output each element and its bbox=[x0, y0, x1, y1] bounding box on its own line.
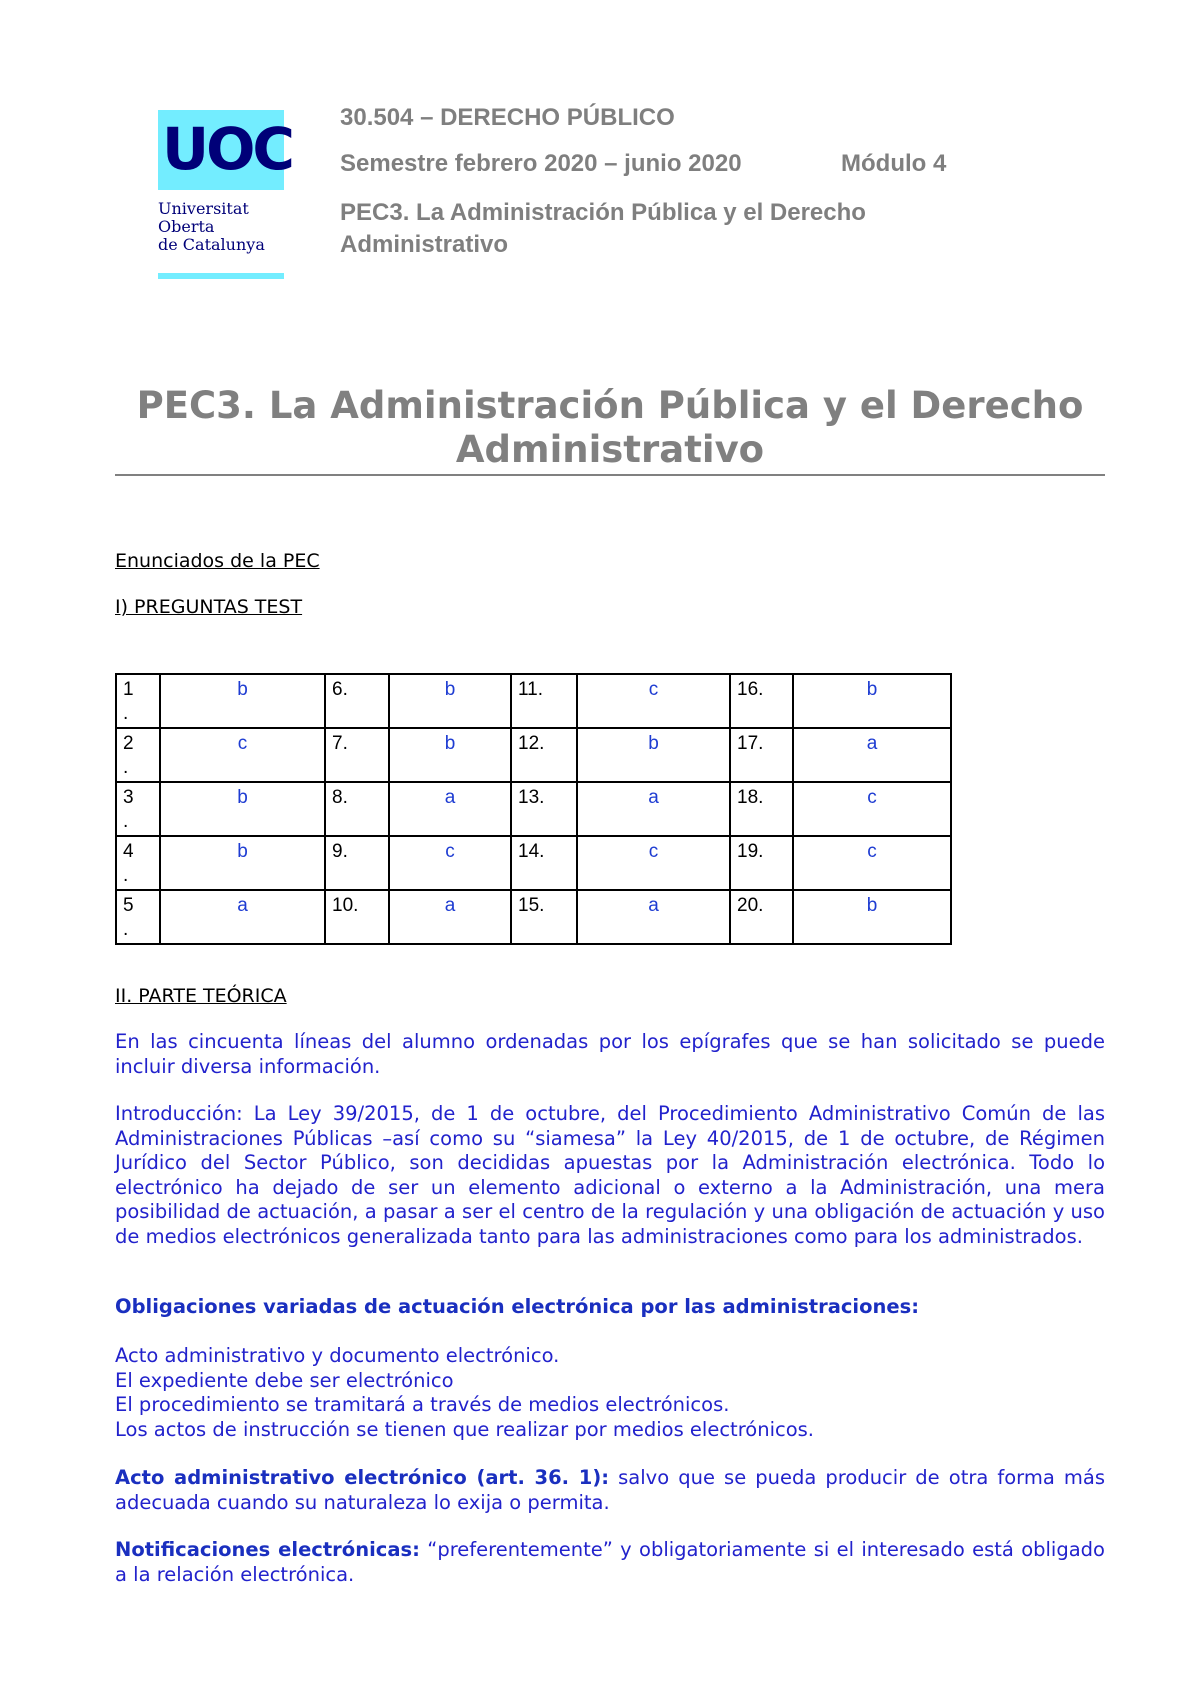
answer-cell: c bbox=[577, 836, 730, 890]
answer-cell: a bbox=[160, 890, 325, 944]
answer-cell: a bbox=[389, 782, 511, 836]
logo-wordmark bbox=[158, 200, 265, 254]
question-number-text: 1 bbox=[123, 679, 134, 700]
paragraph-intro: En las cincuenta líneas del alumno ordenadas por los epígrafes que se han solicitado se puede incluir diversa información. bbox=[115, 1030, 1105, 1078]
question-number bbox=[325, 674, 389, 728]
header-pec-title: PEC3. La Administración Pública y el Derecho Administrativo bbox=[340, 199, 866, 258]
list-item: Acto administrativo y documento electrónico. bbox=[115, 1344, 560, 1367]
answer-cell: c bbox=[577, 674, 730, 728]
table-row bbox=[116, 890, 951, 944]
logo-line: Oberta bbox=[158, 217, 215, 236]
question-number bbox=[511, 674, 577, 728]
title-divider bbox=[115, 474, 1105, 476]
question-number-dot: . bbox=[123, 703, 129, 724]
section-heading-teorica: II. PARTE TEÓRICA bbox=[115, 985, 287, 1007]
obligations-heading: Obligaciones variadas de actuación electrónica por las administraciones: bbox=[115, 1295, 920, 1318]
logo-line: Universitat bbox=[158, 199, 249, 218]
question-number-text: 4 bbox=[123, 841, 134, 862]
page-title-line: Administrativo bbox=[455, 428, 765, 471]
answer-cell: b bbox=[389, 674, 511, 728]
question-number-text: 7. bbox=[332, 733, 348, 754]
question-number bbox=[730, 728, 793, 782]
question-number bbox=[511, 782, 577, 836]
question-number bbox=[325, 836, 389, 890]
section-heading-test: I) PREGUNTAS TEST bbox=[115, 596, 303, 618]
logo-mark-box bbox=[158, 110, 292, 190]
answer-table bbox=[115, 673, 952, 945]
answer-cell: b bbox=[160, 782, 325, 836]
question-number bbox=[730, 836, 793, 890]
question-number bbox=[325, 728, 389, 782]
question-number-text: 16. bbox=[737, 679, 764, 700]
answer-cell: c bbox=[793, 836, 951, 890]
table-row bbox=[116, 836, 951, 890]
list-item: Los actos de instrucción se tienen que realizar por medios electrónicos. bbox=[115, 1417, 815, 1441]
logo-mark: UOC bbox=[162, 115, 292, 183]
question-number bbox=[116, 782, 160, 836]
answer-cell: b bbox=[793, 674, 951, 728]
notif-text: “preferentemente” y obligatoriamente si el interesado está obligado a la relación electrónica. bbox=[115, 1538, 1105, 1586]
logo-line: de Catalunya bbox=[158, 235, 265, 254]
question-number bbox=[116, 728, 160, 782]
question-number-dot: . bbox=[123, 865, 129, 886]
uoc-logo bbox=[158, 110, 292, 278]
question-number-text: 3 bbox=[123, 787, 134, 808]
answer-cell: a bbox=[793, 728, 951, 782]
question-number bbox=[511, 836, 577, 890]
table-row bbox=[116, 782, 951, 836]
logo-underline bbox=[158, 273, 284, 279]
answer-cell: b bbox=[160, 836, 325, 890]
question-number bbox=[116, 674, 160, 728]
paragraph-notificaciones bbox=[115, 1538, 1105, 1587]
question-number bbox=[325, 890, 389, 944]
question-number bbox=[511, 890, 577, 944]
answer-cell: b bbox=[793, 890, 951, 944]
question-number-text: 5 bbox=[123, 895, 134, 916]
question-number-text: 2 bbox=[123, 733, 134, 754]
question-number-text: 8. bbox=[332, 787, 348, 808]
answer-cell: c bbox=[793, 782, 951, 836]
obligations-list bbox=[115, 1344, 814, 1442]
answer-cell: a bbox=[577, 782, 730, 836]
acto-text: salvo que se pueda producir de otra forma más adecuada cuando su naturaleza lo exija o permita. bbox=[115, 1466, 1105, 1514]
question-number-dot: . bbox=[123, 811, 129, 832]
question-number-text: 19. bbox=[737, 841, 764, 862]
question-number bbox=[730, 674, 793, 728]
question-number bbox=[325, 782, 389, 836]
question-number-text: 12. bbox=[518, 733, 545, 754]
answer-cell: b bbox=[389, 728, 511, 782]
list-item: El procedimiento se tramitará a través de medios electrónicos. bbox=[115, 1393, 730, 1416]
question-number-text: 10. bbox=[332, 895, 359, 916]
list-item: El expediente debe ser electrónico bbox=[115, 1368, 454, 1392]
table-row bbox=[116, 674, 951, 728]
acto-label: Acto administrativo electrónico (art. 36. 1): bbox=[115, 1466, 610, 1489]
question-number-text: 9. bbox=[332, 841, 348, 862]
question-number-dot: . bbox=[123, 757, 129, 778]
question-number-dot: . bbox=[123, 919, 129, 940]
question-number-text: 17. bbox=[737, 733, 764, 754]
question-number-text: 18. bbox=[737, 787, 764, 808]
answer-cell: a bbox=[577, 890, 730, 944]
question-number-text: 13. bbox=[518, 787, 545, 808]
semester: Semestre febrero 2020 – junio 2020 bbox=[340, 150, 742, 177]
question-number-text: 20. bbox=[737, 895, 764, 916]
course-code: 30.504 – DERECHO PÚBLICO bbox=[340, 104, 675, 131]
question-number-text: 14. bbox=[518, 841, 545, 862]
answer-cell: c bbox=[160, 728, 325, 782]
answer-cell: b bbox=[160, 674, 325, 728]
module: Módulo 4 bbox=[841, 150, 947, 177]
question-number bbox=[730, 782, 793, 836]
question-number-text: 6. bbox=[332, 679, 348, 700]
notif-label: Notificaciones electrónicas: bbox=[115, 1538, 420, 1561]
page-title bbox=[115, 384, 1105, 472]
answer-cell: c bbox=[389, 836, 511, 890]
question-number-text: 11. bbox=[518, 679, 544, 700]
answer-cell: b bbox=[577, 728, 730, 782]
paragraph-acto bbox=[115, 1466, 1105, 1515]
question-number bbox=[511, 728, 577, 782]
question-number bbox=[730, 890, 793, 944]
page-title-line: PEC3. La Administración Pública y el Derecho bbox=[136, 384, 1084, 427]
paragraph-introduccion: Introducción: La Ley 39/2015, de 1 de octubre, del Procedimiento Administrativo Común de las Administraciones Públicas –así como su “siamesa” la Ley 40/2015, de 1 de octubre, de Régimen Jurídico del Sector Público, son decididas apuestas por la Administración electrónica. Todo lo electrónico ha dejado de ser un elemento adicional o externo a la Administración, una mera posibilidad de actuación, a pasar a ser el centro de la regulación y una obligación de actuación y uso de medios electrónicos generalizada tanto para las administraciones como para los administrados. bbox=[115, 1102, 1105, 1248]
answer-cell: a bbox=[389, 890, 511, 944]
question-number-text: 15. bbox=[518, 895, 545, 916]
section-heading-enunciados: Enunciados de la PEC bbox=[115, 550, 320, 572]
table-row bbox=[116, 728, 951, 782]
question-number bbox=[116, 836, 160, 890]
question-number bbox=[116, 890, 160, 944]
